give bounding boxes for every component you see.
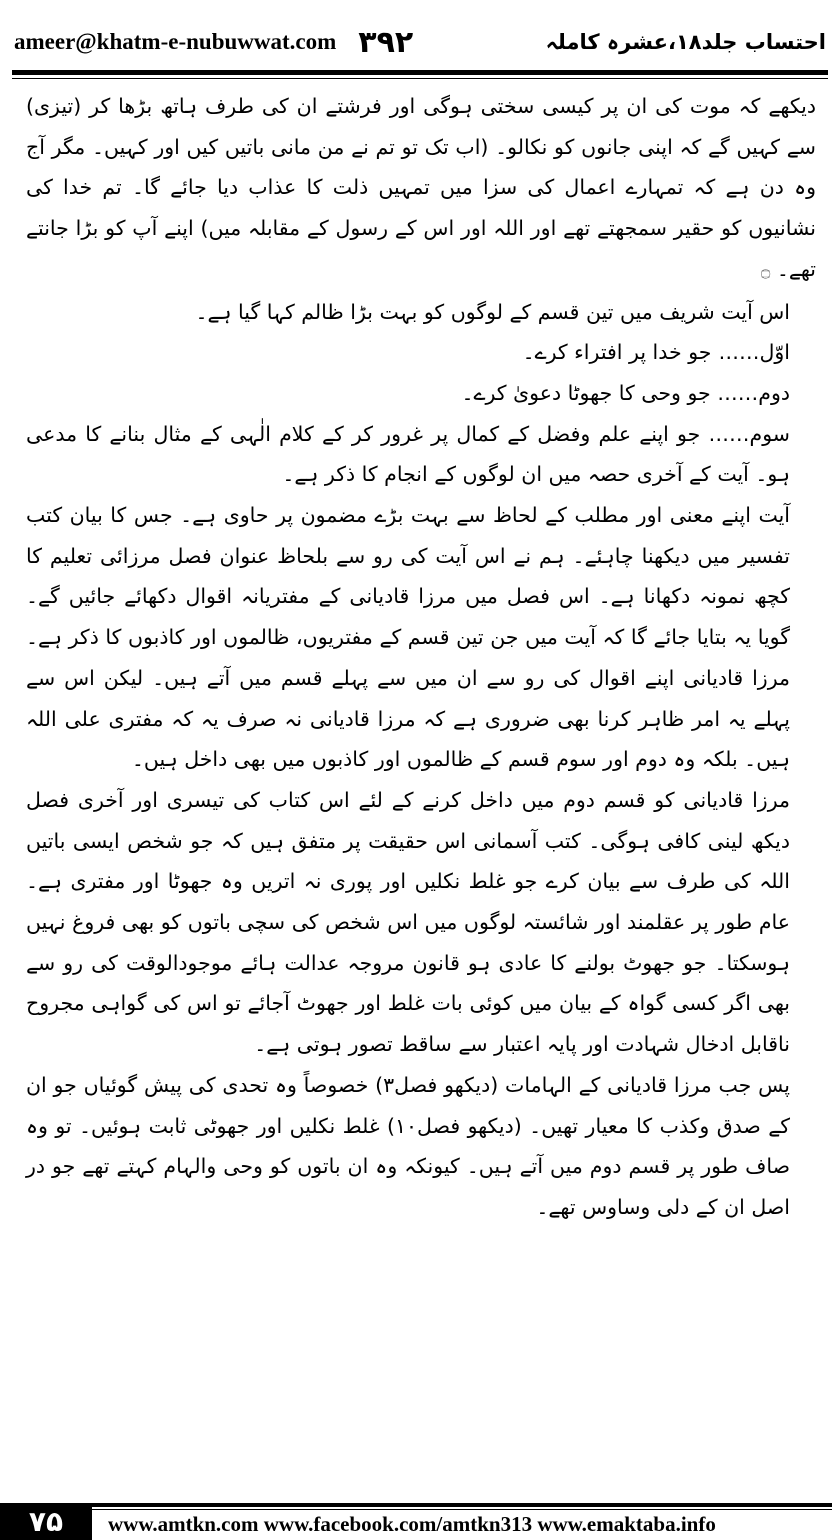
list-item [26, 414, 816, 495]
list-item-text: جو وحی کا جھوٹا دعویٰ کرے۔ [461, 380, 711, 405]
list-item [26, 373, 816, 414]
paragraph-4: مرزا قادیانی کو قسم دوم میں داخل کرنے کے لئے اس کتاب کی تیسری اور آخری فصل دیکھ لینی کافی ہوگی۔ کتب آسمانی اس حقیقت پر متفق ہیں کہ جو شخص ایسی باتیں اللہ کی طرف سے بیان کرے جو غلط نکلیں اور پوری نہ اتریں وہ جھوٹا اور مفتری ہے۔ عام طور پر عقلمند اور شائستہ لوگوں میں اس شخص کی سچی باتوں کو بھی فروغ نہیں ہوسکتا۔ جو جھوٹ بولنے کا عادی ہو قانون مروجہ عدالت ہائے موجودالوقت کی رو سے بھی اگر کسی گواہ کے بیان میں کوئی بات غلط اور جھوٹ آجائے تو اس کی گواہی مجروح ناقابل ادخال شہادت اور پایہ اعتبار سے ساقط تصور ہوتی ہے۔ [26, 787, 790, 1057]
list-item-label: سوم…… [708, 421, 790, 446]
list-item [26, 332, 816, 373]
list-item-text: جو خدا پر افتراء کرے۔ [522, 340, 712, 365]
paragraph-2: اس آیت شریف میں تین قسم کے لوگوں کو بہت بڑا ظالم کہا گیا ہے۔ [195, 299, 790, 324]
header-book-title: احتساب جلد۱۸،عشرہ کاملہ [545, 30, 826, 54]
header-left-group [14, 25, 413, 60]
paragraph-1-text: دیکھے کہ موت کی ان پر کیسی سختی ہوگی اور فرشتے ان کی طرف ہاتھ بڑھا کر (تیزی) سے کہیں گے کہ اپنی جانوں کو نکالو۔ (اب تک تو تم نے من مانی باتیں کیں اور کہیں۔ مگر آج وہ دن ہے کہ تمہارے اعمال کی سزا میں تمہیں ذلت کا عذاب دیا جائے گا۔ تم خدا کی نشانیوں کو حقیر سمجھتے تھے اور اللہ اور اس کے رسول کے مقابلہ میں) اپنے آپ کو بڑا جانتے تھے۔ [26, 94, 816, 281]
list-item-text: جو اپنے علم وفضل کے کمال پر غرور کر کے کلام الٰہی کے مثال بنانے کا مدعی ہو۔ آیت کے آخری حصہ میں ان لوگوں کے انجام کا ذکر ہے۔ [26, 421, 790, 487]
verse-end-mark-icon: ۝ [760, 260, 771, 280]
header-email: ameer@khatm-e-nubuwwat.com [14, 29, 337, 54]
category-list [26, 332, 816, 495]
header-thick-rule [12, 70, 828, 75]
header-page-number: ۳۹۲ [358, 24, 414, 60]
footer-urls: www.amtkn.com www.facebook.com/amtkn313 www.emaktaba.info [108, 1512, 716, 1536]
header-thin-rule [12, 78, 828, 79]
page-header [14, 18, 826, 66]
paragraph-1 [26, 86, 816, 292]
page-body [26, 86, 816, 1228]
paragraph-3: آیت اپنے معنی اور مطلب کے لحاظ سے بہت بڑے مضمون پر حاوی ہے۔ جس کا بیان کتب تفسیر میں دیکھنا چاہئے۔ ہم نے اس آیت کی رو سے بلحاظ عنوان فصل مرزائی تعلیم کا کچھ نمونہ دکھانا ہے۔ اس فصل میں مرزا قادیانی کے مفتریانہ اقوال دکھائے جائیں گے۔ گویا یہ بتایا جائے گا کہ آیت میں جن تین قسم کے مفتریوں، ظالموں اور کاذبوں کا ذکر ہے۔ مرزا قادیانی اپنے اقوال کی رو سے ان میں سے پہلے قسم میں آتے ہیں۔ لیکن اس سے پہلے یہ امر ظاہر کرنا بھی ضروری ہے کہ مرزا قادیانی نہ صرف یہ کہ مفتری علی اللہ ہیں۔ بلکہ وہ دوم اور سوم قسم کے ظالموں اور کاذبوں میں بھی داخل ہیں۔ [26, 503, 790, 772]
list-item-label: دوم…… [717, 380, 790, 405]
footer-page-number: ۷۵ [0, 1503, 92, 1540]
footer-thick-rule [92, 1503, 832, 1507]
paragraph-5: پس جب مرزا قادیانی کے الہامات (دیکھو فصل۳) خصوصاً وہ تحدی کی پیش گوئیاں جو ان کے صدق وکذب کا معیار تھیں۔ (دیکھو فصل۱۰) غلط نکلیں اور جھوٹی ثابت ہوئیں۔ تو وہ صاف طور پر قسم دوم میں آتے ہیں۔ کیونکہ وہ ان باتوں کو وحی والہام کہتے تھے جو در اصل ان کے دلی وساوس تھے۔ [26, 1072, 790, 1219]
list-item-label: اوّل…… [718, 340, 790, 365]
